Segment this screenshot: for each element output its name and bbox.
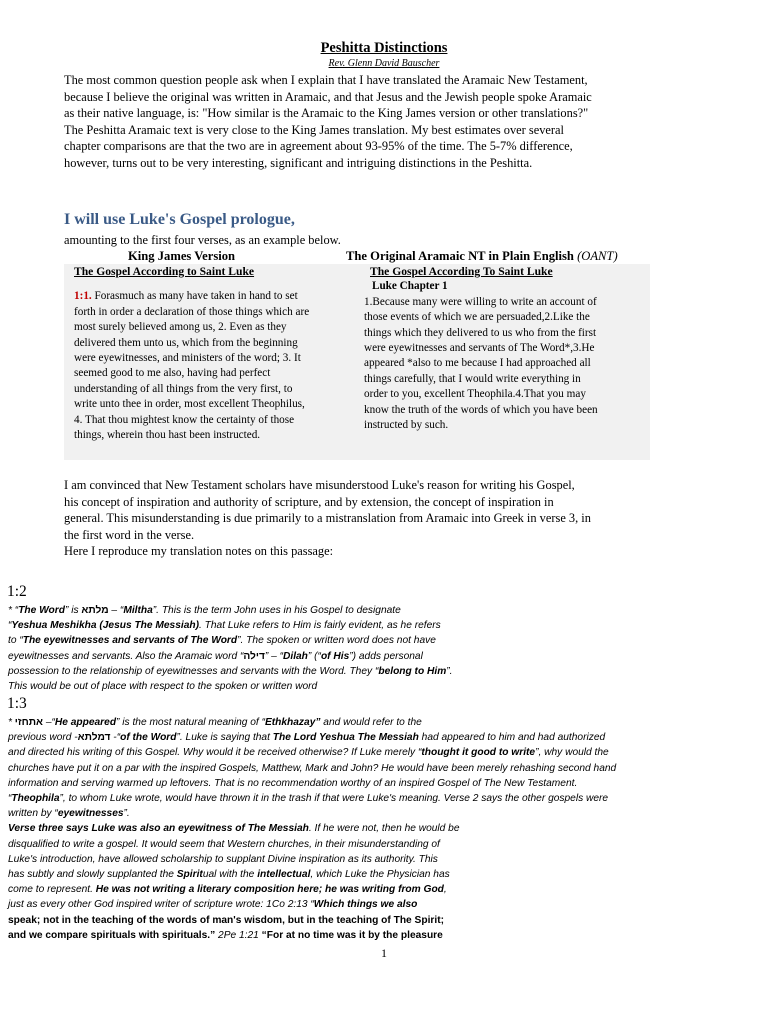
note-text-run: Which things we also xyxy=(313,899,418,911)
note-text-run: has subtly and slowly supplanted the xyxy=(8,869,177,881)
note-text-run: . If he were not, then he would be xyxy=(308,823,460,835)
note-text-run: thought it good to write xyxy=(421,747,536,759)
note-line xyxy=(8,761,764,776)
kjv-line: were eyewitnesses, and ministers of the word; 3. It xyxy=(74,352,301,365)
oant-line: instructed by such. xyxy=(364,419,449,432)
kjv-line: seemed good to me also, having had perfect xyxy=(74,367,271,380)
note-text-run: דילה xyxy=(243,650,265,662)
body-line: Here I reproduce my translation notes on this passage: xyxy=(64,544,334,559)
note-text-run: This would be out of place with respect to the spoken or written word xyxy=(8,681,318,693)
intro-line: however, turns out to be very interesting, significant and intriguing distinctions in the Peshitta. xyxy=(64,155,533,170)
note-text-run: , which Luke the Physician has xyxy=(310,869,450,881)
note-text-run: to “ xyxy=(8,635,23,647)
note-line xyxy=(8,715,764,730)
note-line xyxy=(8,791,764,806)
note-text-run: had appeared to him and had authorized xyxy=(418,732,606,744)
note-text-run: * xyxy=(8,717,15,728)
note-text-run: of the Word xyxy=(120,732,177,744)
note-line xyxy=(8,928,764,943)
note-line xyxy=(8,745,764,760)
note-text-run: ”. The spoken or written word does not have xyxy=(237,635,436,647)
note-text-run: “ xyxy=(8,620,12,632)
note-text-run: ”) adds personal xyxy=(349,650,423,662)
note-line xyxy=(8,867,764,882)
note-text-run: previous word - xyxy=(8,732,78,744)
note-text-run: . That Luke refers to Him is fairly evident, as he refers xyxy=(199,620,441,632)
verse-label-1-3: 1:3 xyxy=(7,695,27,712)
note-text-run: Dilah xyxy=(283,650,308,662)
note-line xyxy=(8,882,764,897)
note-text-run: 2Pe 1:21 xyxy=(218,929,262,941)
note-text-run: Theophila xyxy=(11,793,60,805)
oant-verse-text xyxy=(364,295,648,434)
oant-line: were eyewitnesses and servants of The Word*,3.He xyxy=(364,342,595,355)
intro-line: The Peshitta Aramaic text is very close to the King James translation. My best estimates over several xyxy=(64,122,564,137)
body-line: general. This misunderstanding is due primarily to a mistranslation from Aramaic into Greek in verse 3, in xyxy=(64,511,591,526)
kjv-line: forth in order a declaration of those things which are xyxy=(74,305,310,318)
note-text-run: * “ xyxy=(8,605,19,616)
note-line xyxy=(8,913,764,928)
kjv-line: most surely believed among us, 2. Even as they xyxy=(74,321,287,334)
note-line xyxy=(8,618,764,633)
note-line xyxy=(8,852,764,867)
note-text-run: ”, to whom Luke wrote, would have thrown it in the trash if that were Luke's meaning. Verse 2 says the other gospels were xyxy=(59,793,609,805)
oant-line: those events of which we are persuaded,2.Like the xyxy=(364,311,590,324)
note-line xyxy=(8,806,764,821)
document-author: Rev. Glenn David Bauscher xyxy=(328,58,440,69)
kjv-verse-number: 1:1. xyxy=(74,290,92,303)
kjv-column-title: King James Version xyxy=(128,249,236,263)
note-text-run: – “ xyxy=(108,605,124,616)
body-paragraph xyxy=(64,477,714,560)
note-line xyxy=(8,664,764,679)
kjv-gospel-heading: The Gospel According to Saint Luke xyxy=(74,265,255,278)
note-line xyxy=(8,837,764,852)
body-line: I am convinced that New Testament scholars have misunderstood Luke's reason for writing his Gospel, xyxy=(64,478,575,492)
note-text-run: Miltha xyxy=(123,605,153,616)
body-line: the first word in the verse. xyxy=(64,527,195,542)
section-subtext: amounting to the first four verses, as an example below. xyxy=(64,233,341,247)
verse-label-1-2: 1:2 xyxy=(7,583,27,600)
note-text-run: and directed his writing of this Gospel. Why would it be received otherwise? If Luke merely “ xyxy=(8,747,422,759)
verse-comparison-image xyxy=(64,264,650,460)
notes-verse-1-3 xyxy=(8,715,764,943)
note-text-run: ”. This is the term John uses in his Gospel to designate xyxy=(152,605,401,616)
note-text-run: and would refer to the xyxy=(320,717,422,728)
kjv-column xyxy=(74,264,364,443)
oant-line: order to you, excellent Theophila.4.That you may xyxy=(364,388,586,401)
intro-paragraph xyxy=(64,72,714,172)
note-text-run: ”, why would the xyxy=(535,747,609,759)
note-text-run: “ xyxy=(8,793,12,805)
note-text-run: Verse three says Luke was also an eyewitness of The Messiah xyxy=(8,823,309,835)
note-text-run: disqualified to write a gospel. It would seem that Western churches, in their misunderstanding of xyxy=(8,838,440,850)
note-text-run: speak; not in the teaching of the words of man's wisdom, but in the teaching of The Spirit; xyxy=(8,914,444,926)
kjv-line: 4. That thou mightest know the certainty of those xyxy=(74,413,295,426)
section-heading: I will use Luke's Gospel prologue, xyxy=(64,211,295,228)
note-text-run: and we compare spirituals with spirituals.” xyxy=(8,929,219,941)
oant-line: 1.Because many were willing to write an account of xyxy=(364,295,597,308)
intro-line: The most common question people ask when I explain that I have translated the Aramaic New Testament, xyxy=(64,73,588,87)
note-text-run: ”. xyxy=(123,808,130,820)
note-text-run: of His xyxy=(320,650,350,662)
kjv-line: 1:1. Forasmuch as many have taken in hand to set xyxy=(74,290,298,303)
intro-line: because I believe the original was written in Aramaic, and that Jesus and the Jewish people spoke Aramaic xyxy=(64,89,592,104)
note-text-run: information and serving warmed up leftovers. That is no recommendation worthy of an inspired Gospel of The New Testament. xyxy=(8,777,578,789)
note-line xyxy=(8,730,764,745)
note-text-run: written by “ xyxy=(8,808,58,820)
note-text-run: Yeshua Meshikha (Jesus The Messiah) xyxy=(11,620,199,632)
oant-line: know the truth of the words of which you have been xyxy=(364,403,598,416)
note-line xyxy=(8,821,764,836)
note-text-run: , xyxy=(443,884,447,896)
kjv-line: write unto thee in order, most excellent Theophilus, xyxy=(74,398,305,411)
notes-verse-1-2 xyxy=(8,603,764,694)
kjv-verse-text xyxy=(74,289,364,443)
kjv-line: delivered them unto us, which from the beginning xyxy=(74,336,298,349)
note-text-run: ” (“ xyxy=(307,650,321,662)
note-text-run: possession to the relationship of eyewitnesses and servants with the Word. They “ xyxy=(8,665,379,677)
note-text-run: ual with the xyxy=(202,869,258,881)
oant-line: appeared *also to me because I had approached all xyxy=(364,357,591,370)
note-text-run: ” is xyxy=(64,605,82,616)
note-text-run: belong to Him xyxy=(378,665,447,677)
note-text-run: -“ xyxy=(110,732,121,744)
note-text-run: eyewitnesses and servants. Also the Aramaic word “ xyxy=(8,650,244,662)
oant-line: things carefully, that I would write everything in xyxy=(364,372,581,385)
oant-line: things which they delivered to us who from the first xyxy=(364,326,597,339)
note-line xyxy=(8,649,764,664)
note-text-run: eyewitnesses xyxy=(57,808,124,820)
note-text-run: Spirit xyxy=(176,869,203,881)
note-text-run: ”. Luke is saying that xyxy=(176,732,273,744)
note-text-run: churches have put it on a par with the inspired Gospels, Matthew, Mark and John? He would have been merely rehashing second hand xyxy=(8,762,617,774)
body-line: his concept of inspiration and authority of scripture, and by extension, the concept of inspiration in xyxy=(64,494,554,509)
intro-line: as their native language, is: "How similar is the Aramaic to the King James version or other translations?" xyxy=(64,106,589,121)
kjv-line: things, wherein thou hast been instructed. xyxy=(74,429,261,442)
note-text-run: The eyewitnesses and servants of The Word xyxy=(22,635,238,647)
note-text-run: He was not writing a literary composition here; he was writing from God xyxy=(95,884,444,896)
note-text-run: The Lord Yeshua The Messiah xyxy=(272,732,419,744)
note-text-run: The Word xyxy=(18,605,65,616)
oant-gospel-heading: The Gospel According To Saint Luke xyxy=(370,265,553,278)
intro-line: chapter comparisons are that the two are in agreement about 93-95% of the time. The 5-7% difference, xyxy=(64,139,573,154)
note-text-run: “For at no time was it by the pleasure xyxy=(261,929,443,941)
oant-title-text: The Original Aramaic NT in Plain English xyxy=(346,249,574,263)
note-text-run: ” is the most natural meaning of “ xyxy=(116,717,265,728)
note-text-run: ” – “ xyxy=(264,650,283,662)
note-text-run: Luke's introduction, have allowed scholarship to supplant Divine inspiration as its authority. This xyxy=(8,853,438,865)
note-text-run: מלתא xyxy=(81,605,109,616)
note-text-run: אתחזי xyxy=(14,717,43,728)
page-number: 1 xyxy=(381,946,387,960)
note-text-run: Ethkhazay” xyxy=(264,717,321,728)
note-text-run: He appeared xyxy=(54,717,117,728)
note-text-run: just as every other God inspired writer of scripture wrote: 1Co 2:13 “ xyxy=(8,899,314,911)
kjv-line: understanding of all things from the very first, to xyxy=(74,382,293,395)
note-text-run: ”. xyxy=(446,665,453,677)
oant-column-title xyxy=(346,249,618,264)
note-line xyxy=(8,603,764,618)
oant-column xyxy=(364,264,648,433)
document-title: Peshitta Distinctions xyxy=(320,40,448,56)
note-text-run: דמלתא xyxy=(77,732,111,744)
note-text-run: –“ xyxy=(43,717,55,728)
note-line xyxy=(8,897,764,912)
note-text-run: intellectual xyxy=(257,869,311,881)
oant-chapter-heading: Luke Chapter 1 xyxy=(372,280,448,293)
note-line xyxy=(8,776,764,791)
note-line xyxy=(8,679,764,694)
note-text-run: come to represent. xyxy=(8,884,96,896)
oant-abbr: (OANT) xyxy=(577,249,618,263)
note-line xyxy=(8,633,764,648)
